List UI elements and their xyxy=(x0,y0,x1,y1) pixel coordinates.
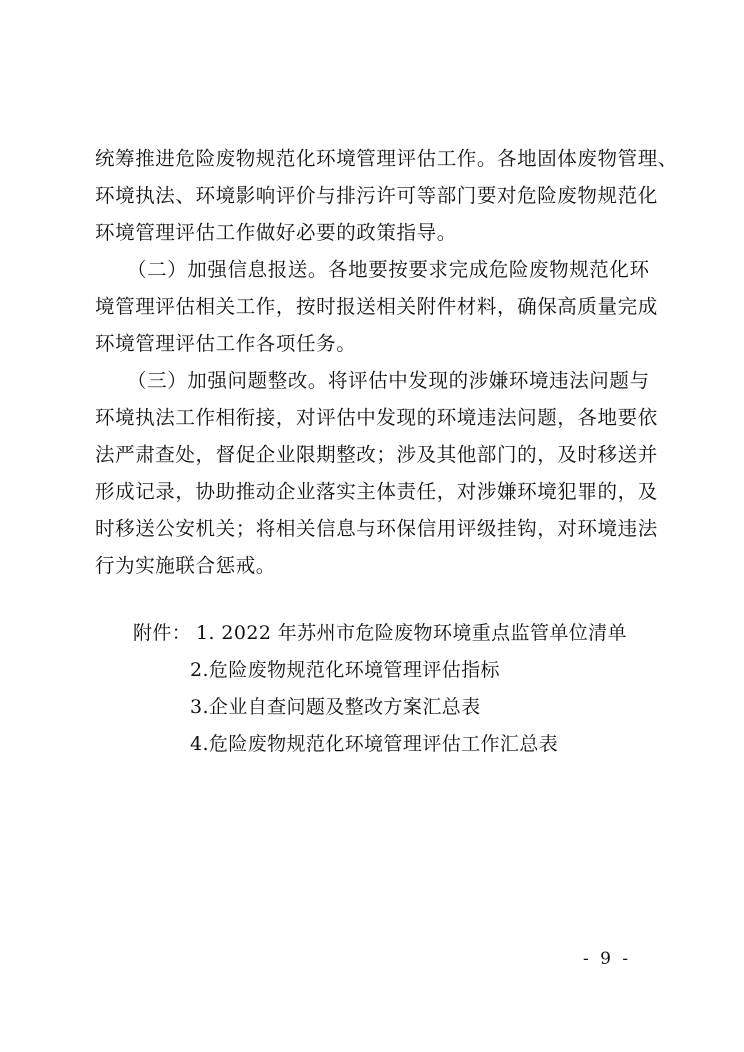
paragraph-line: 时移送公安机关；将相关信息与环保信用评级挂钩，对环境违法 xyxy=(95,517,658,540)
attachment-item: 2.危险废物规范化环境管理评估指标 xyxy=(190,659,500,681)
attachments-label: 附件： xyxy=(133,622,192,644)
paragraph-line: 法严肃查处，督促企业限期整改；涉及其他部门的，及时移送并 xyxy=(95,443,658,466)
paragraph-line: 形成记录，协助推动企业落实主体责任，对涉嫌环境犯罪的，及 xyxy=(95,480,658,503)
attachment-item: 4.危险废物规范化环境管理评估工作汇总表 xyxy=(190,733,559,755)
paragraph-line: 统筹推进危险废物规范化环境管理评估工作。各地固体废物管理、 xyxy=(95,147,678,170)
attachment-item: 1. 2022 年苏州市危险废物环境重点监管单位清单 xyxy=(196,622,627,644)
paragraph-line: （二）加强信息报送。各地要按要求完成危险废物规范化环 xyxy=(127,258,650,281)
paragraph-line: 环境管理评估工作各项任务。 xyxy=(95,332,357,355)
paragraph-line: 环境管理评估工作做好必要的政策指导。 xyxy=(95,221,457,244)
paragraph-line: 环境执法工作相衔接，对评估中发现的环境违法问题，各地要依 xyxy=(95,406,658,429)
paragraph-line: 行为实施联合惩戒。 xyxy=(95,554,276,577)
page-number: - 9 - xyxy=(583,949,632,969)
paragraph-line: （三）加强问题整改。将评估中发现的涉嫌环境违法问题与 xyxy=(127,369,650,392)
attachment-item: 3.企业自查问题及整改方案汇总表 xyxy=(190,696,481,718)
paragraph-line: 境管理评估相关工作，按时报送相关附件材料，确保高质量完成 xyxy=(95,295,658,318)
paragraph-line: 环境执法、环境影响评价与排污许可等部门要对危险废物规范化 xyxy=(95,184,658,207)
